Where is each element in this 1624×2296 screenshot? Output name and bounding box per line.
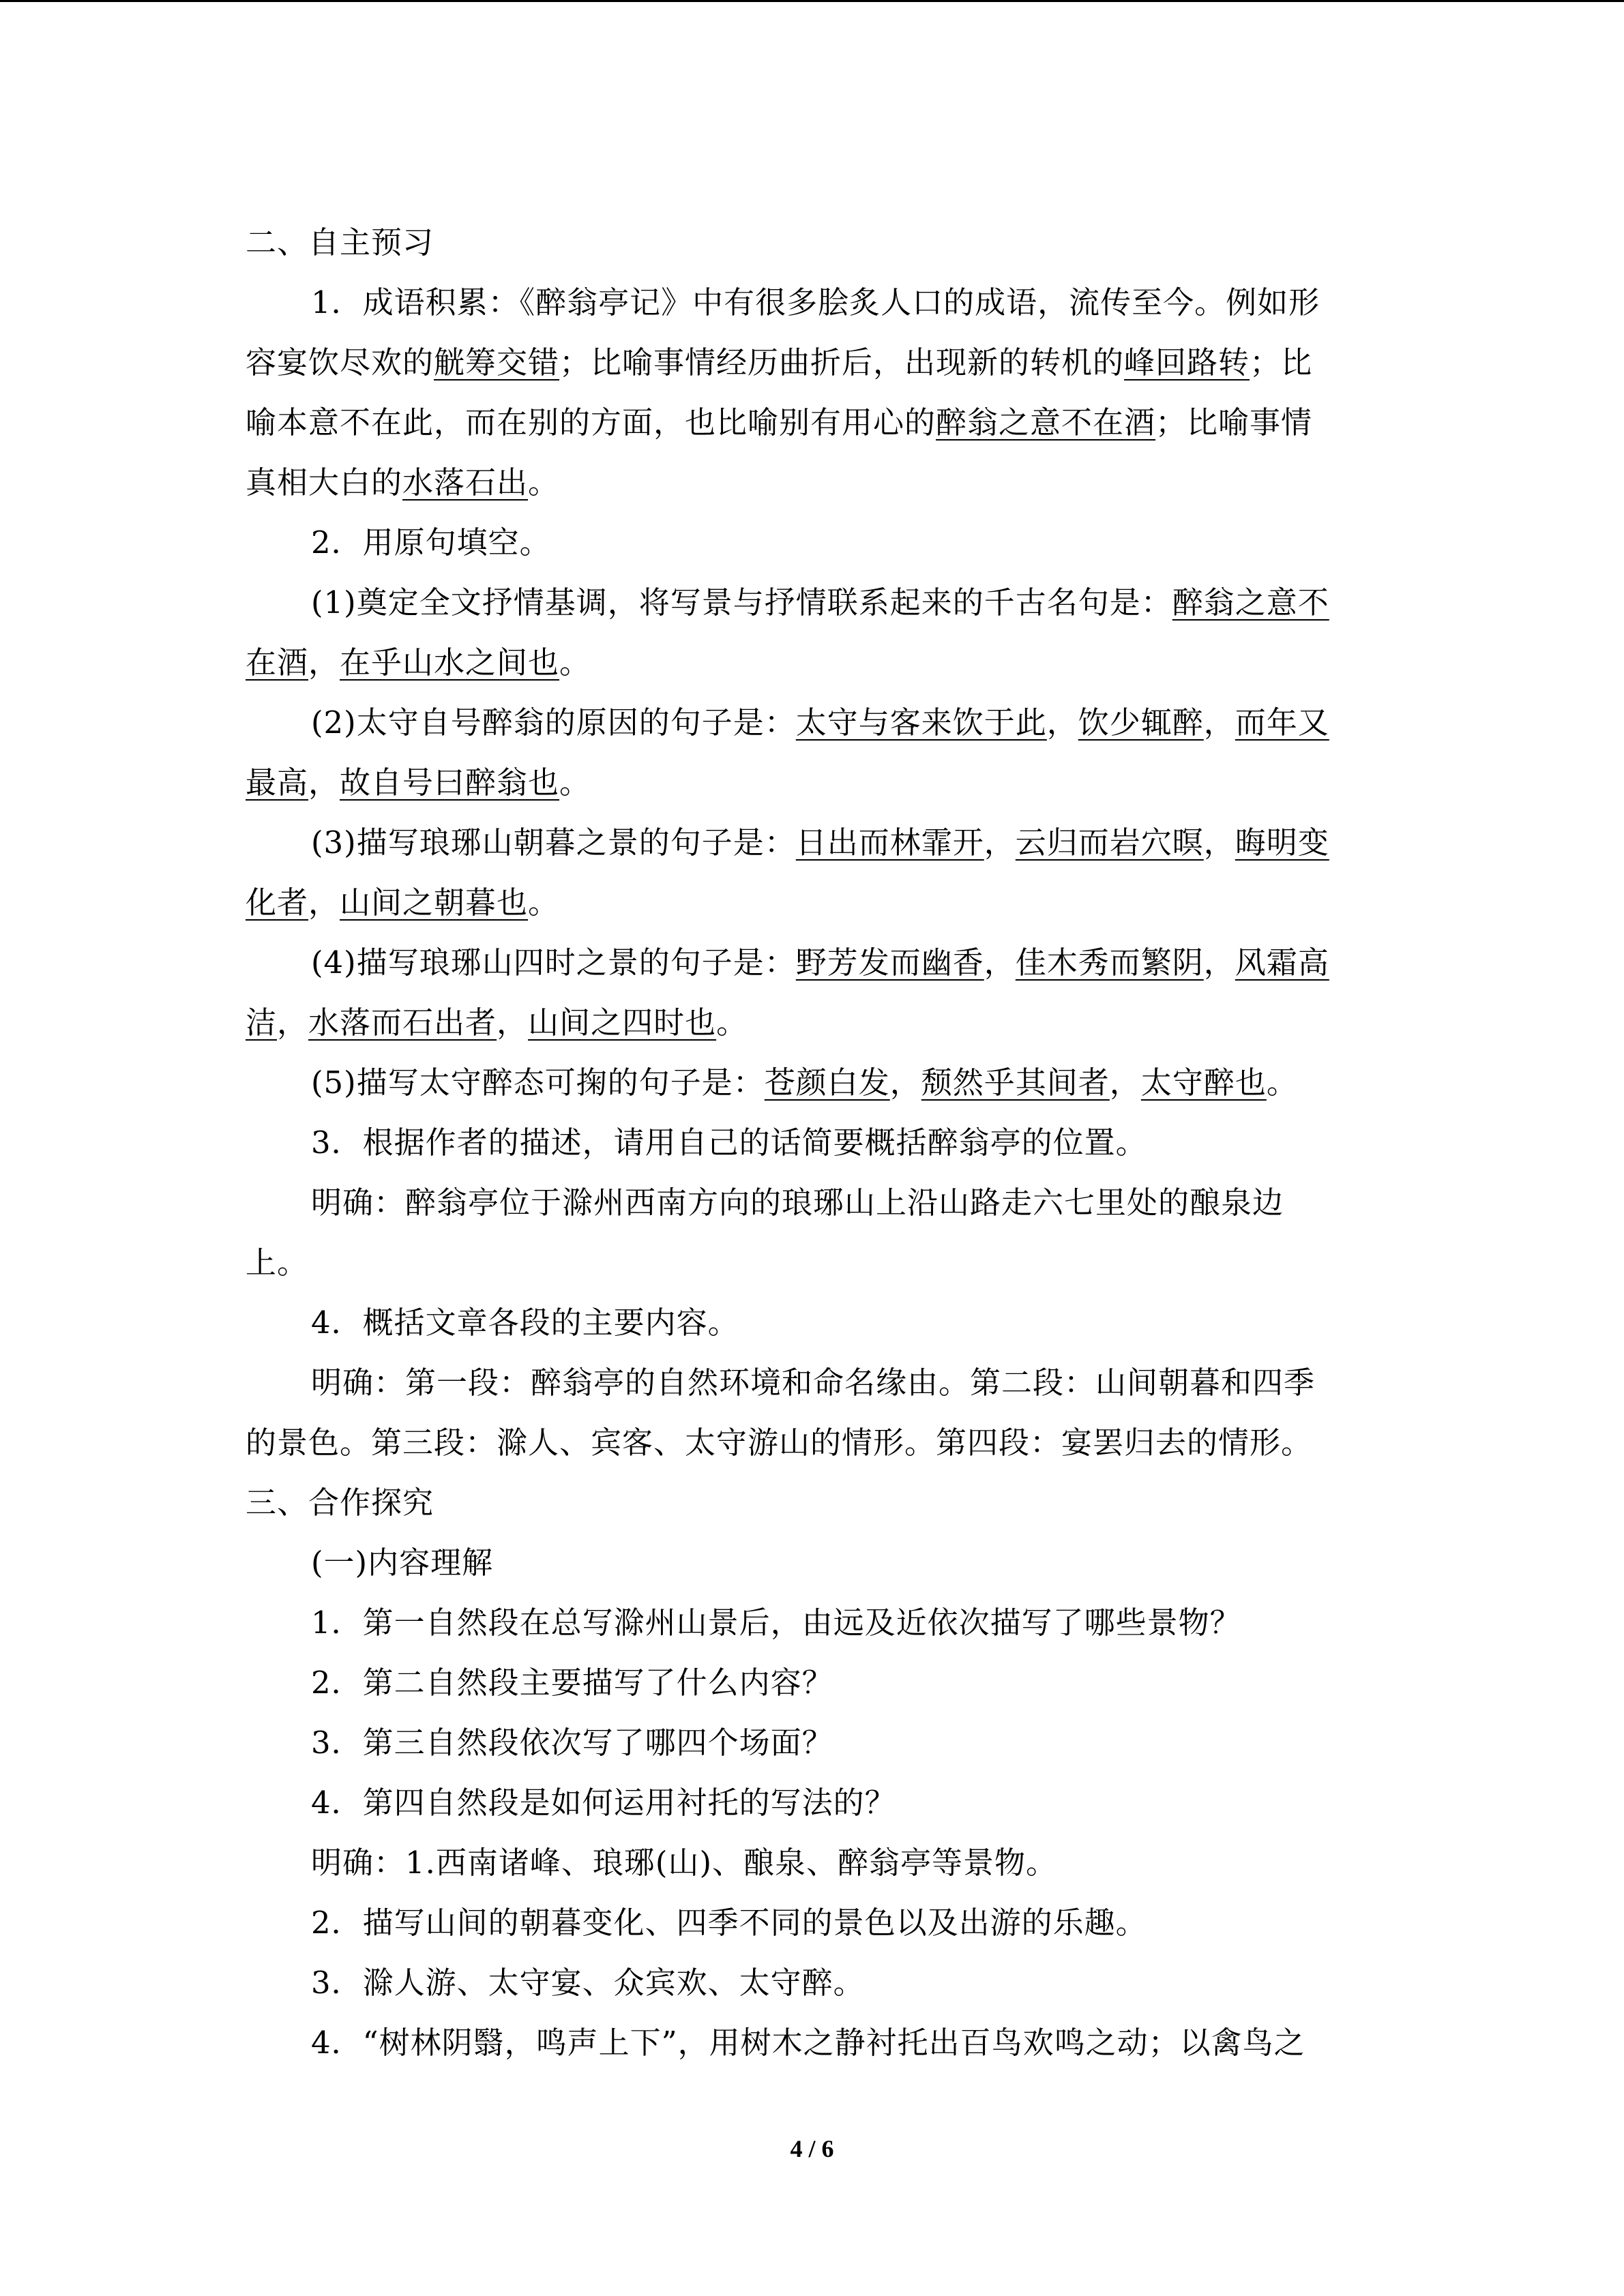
q2-2-line-2: 最高，故自号曰醉翁也。 [246, 764, 591, 801]
q2-1-line-1: (1)奠定全文抒情基调，将写景与抒情联系起来的千古名句是：醉翁之意不 [311, 584, 1329, 621]
q4-answer-line-2: 的景色。第三段：滁人、宾客、太守游山的情形。第四段：宴罢归去的情形。 [246, 1425, 1313, 1461]
q1-line-3: 喻本意不在此，而在别的方面，也比喻别有用心的醉翁之意不在酒；比喻事情 [246, 404, 1313, 441]
question-line: 2．第二自然段主要描写了什么内容？ [311, 1665, 833, 1701]
answer-line: 2．描写山间的朝暮变化、四季不同的景色以及出游的乐趣。 [311, 1905, 1147, 1941]
section-heading-preview: 二、自主预习 [246, 224, 434, 260]
q2-4-line-2: 洁，水落而石出者，山间之四时也。 [246, 1004, 748, 1041]
q2-3-line-2: 化者，山间之朝暮也。 [246, 884, 560, 921]
page-number: 4 / 6 [790, 2135, 834, 2162]
q3-answer-line-2: 上。 [246, 1244, 309, 1281]
question-line: 1．第一自然段在总写滁州山景后，由远及近依次描写了哪些景物？ [311, 1605, 1241, 1641]
q2-3-line-1: (3)描写琅琊山朝暮之景的句子是：日出而林霏开，云归而岩穴暝，晦明变 [311, 824, 1329, 861]
q1-line-2: 容宴饮尽欢的觥筹交错；比喻事情经历曲折后，出现新的转机的峰回路转；比 [246, 344, 1313, 381]
section-heading-inquiry: 三、合作探究 [246, 1485, 434, 1521]
question-line: 3．第三自然段依次写了哪四个场面？ [311, 1725, 833, 1761]
q3-title: 3．根据作者的描述，请用自己的话简要概括醉翁亭的位置。 [311, 1124, 1147, 1161]
q2-5-line: (5)描写太守醉态可掬的句子是：苍颜白发，颓然乎其间者，太守醉也。 [311, 1064, 1298, 1101]
q4-answer-line-1: 明确：第一段：醉翁亭的自然环境和命名缘由。第二段：山间朝暮和四季 [311, 1365, 1316, 1401]
answer-line: 明确：1.西南诸峰、琅琊(山)、酿泉、醉翁亭等景物。 [311, 1845, 1058, 1881]
answer-line: 4．“树林阴翳，鸣声上下”，用树木之静衬托出百鸟欢鸣之动；以禽鸟之 [311, 2025, 1305, 2061]
question-line: 4．第四自然段是如何运用衬托的写法的？ [311, 1785, 896, 1821]
answer-idiom-2: 峰回路转 [1124, 344, 1250, 381]
answer-idiom-4: 水落石出 [402, 464, 529, 501]
subsection-heading-content: (一)内容理解 [311, 1545, 494, 1581]
q2-1-line-2: 在酒，在乎山水之间也。 [246, 644, 591, 681]
q3-answer-line-1: 明确：醉翁亭位于滁州西南方向的琅琊山上沿山路走六七里处的酿泉边 [311, 1184, 1284, 1221]
q2-4-line-1: (4)描写琅琊山四时之景的句子是：野芳发而幽香，佳木秀而繁阴，风霜高 [311, 944, 1329, 981]
q2-2-line-1: (2)太守自号醉翁的原因的句子是：太守与客来饮于此，饮少辄醉，而年又 [311, 704, 1329, 741]
answer-idiom-3: 醉翁之意不在酒 [936, 404, 1156, 441]
top-border-line [0, 0, 1624, 2]
answer-line: 3．滁人游、太守宴、众宾欢、太守醉。 [311, 1965, 865, 2001]
q1-line-4: 真相大白的水落石出。 [246, 464, 560, 501]
q4-title: 4．概括文章各段的主要内容。 [311, 1304, 739, 1341]
q2-title: 2．用原句填空。 [311, 524, 551, 561]
q1-line-1: 1．成语积累：《醉翁亭记》中有很多脍炙人口的成语，流传至今。例如形 [311, 284, 1320, 320]
document-body [246, 213, 1378, 2073]
answer-idiom-1: 觥筹交错 [434, 344, 560, 381]
